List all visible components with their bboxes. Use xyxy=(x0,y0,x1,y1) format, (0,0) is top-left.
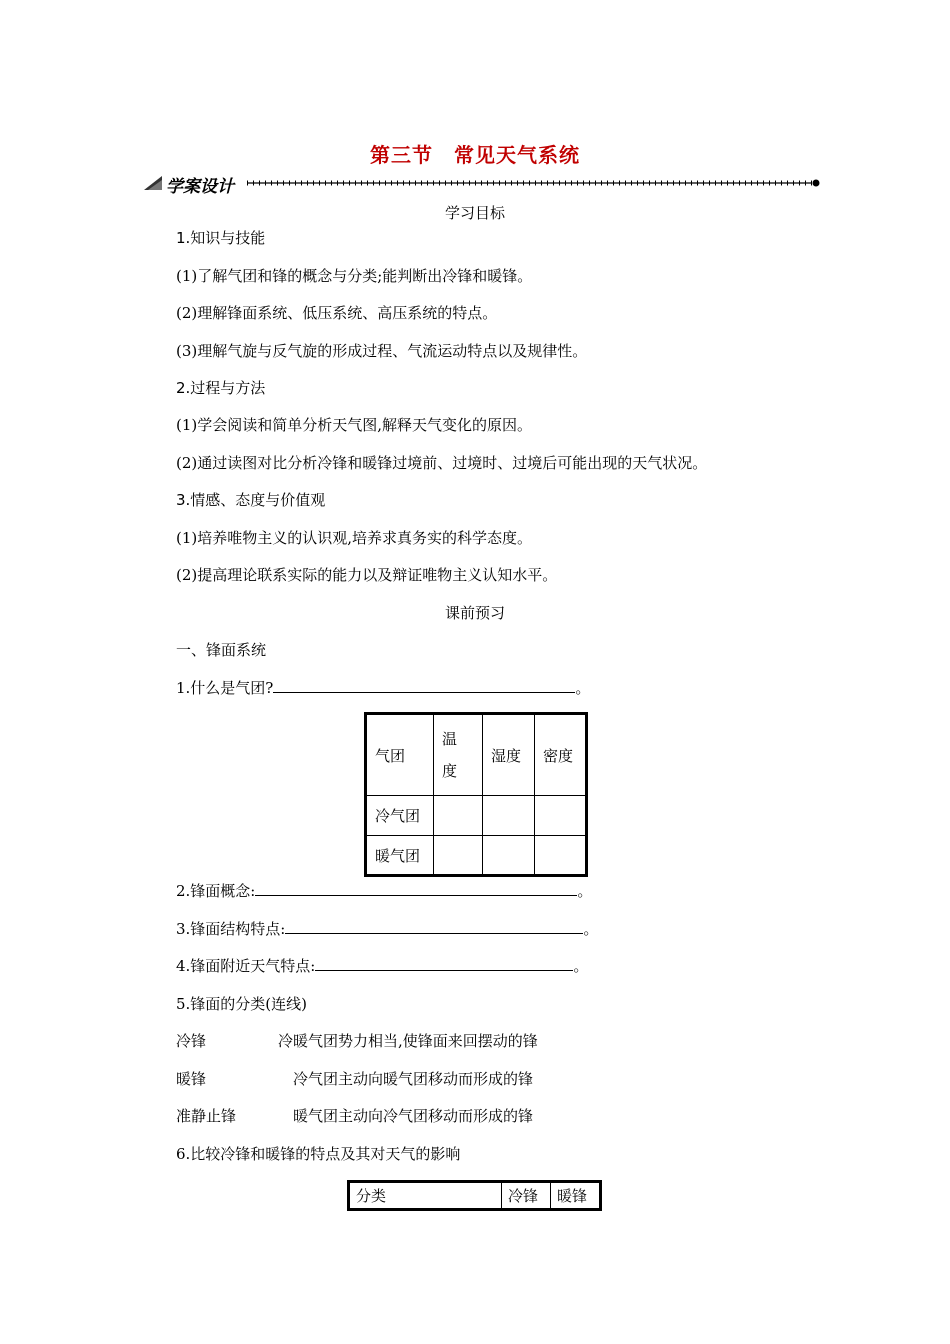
goals-heading: 学习目标 xyxy=(444,204,505,222)
match-right-item[interactable]: 暖气团主动向冷气团移动而形成的锋 xyxy=(293,1107,534,1125)
period: 。 xyxy=(575,679,591,697)
table-cell[interactable] xyxy=(535,836,587,876)
match-left-item[interactable]: 准静止锋 xyxy=(176,1107,237,1125)
match-left-item[interactable]: 冷锋 xyxy=(176,1032,207,1050)
part1-heading: 一、锋面系统 xyxy=(176,641,267,659)
goal-line: 1.知识与技能 xyxy=(176,229,266,247)
table-cell[interactable] xyxy=(535,796,587,836)
table-header: 分类 xyxy=(349,1182,502,1210)
banner xyxy=(142,171,822,195)
period: 。 xyxy=(577,882,593,900)
table-cell[interactable] xyxy=(434,796,483,836)
question-3 xyxy=(176,919,598,939)
period: 。 xyxy=(583,920,599,938)
page-title: 第三节 常见天气系统 xyxy=(370,143,580,167)
goal-line: (1)培养唯物主义的认识观,培养求真务实的科学态度。 xyxy=(176,529,533,547)
match-right-item[interactable]: 冷暖气团势力相当,使锋面来回摆动的锋 xyxy=(278,1032,538,1050)
question-3-label: 3.锋面结构特点: xyxy=(176,920,286,938)
airmass-table xyxy=(364,712,588,877)
question-4 xyxy=(176,956,588,976)
answer-blank[interactable] xyxy=(285,919,583,934)
compare-table xyxy=(347,1180,602,1211)
table-cell[interactable] xyxy=(483,836,535,876)
goal-line: (2)通过读图对比分析冷锋和暖锋过境前、过境时、过境后可能出现的天气状况。 xyxy=(176,454,708,472)
goal-line: (1)学会阅读和简单分析天气图,解释天气变化的原因。 xyxy=(176,416,533,434)
goal-line: (2)提高理论联系实际的能力以及辩证唯物主义认知水平。 xyxy=(176,566,558,584)
goal-line: (2)理解锋面系统、低压系统、高压系统的特点。 xyxy=(176,304,498,322)
table-header: 暖锋 xyxy=(551,1182,601,1210)
pencil-icon xyxy=(142,175,164,191)
question-6: 6.比较冷锋和暖锋的特点及其对天气的影响 xyxy=(176,1145,461,1163)
question-2-label: 2.锋面概念: xyxy=(176,882,256,900)
question-1 xyxy=(176,678,590,698)
table-cell[interactable] xyxy=(434,836,483,876)
table-header: 冷锋 xyxy=(502,1182,551,1210)
match-left-item[interactable]: 暖锋 xyxy=(176,1070,207,1088)
table-header: 温 度 xyxy=(434,714,483,796)
answer-blank[interactable] xyxy=(255,881,577,896)
question-1-label: 1.什么是气团? xyxy=(176,679,274,697)
answer-blank[interactable] xyxy=(273,678,575,693)
dotted-rule xyxy=(247,176,822,190)
table-header: 湿度 xyxy=(483,714,535,796)
goal-line: 2.过程与方法 xyxy=(176,379,266,397)
period: 。 xyxy=(573,957,589,975)
goal-line: (1)了解气团和锋的概念与分类;能判断出冷锋和暖锋。 xyxy=(176,267,533,285)
table-row-label: 冷气团 xyxy=(366,796,434,836)
table-header: 密度 xyxy=(535,714,587,796)
table-header: 气团 xyxy=(366,714,434,796)
goal-line: 3.情感、态度与价值观 xyxy=(176,491,326,509)
banner-label: 学案设计 xyxy=(166,177,234,197)
question-2 xyxy=(176,881,592,901)
match-right-item[interactable]: 冷气团主动向暖气团移动而形成的锋 xyxy=(293,1070,534,1088)
answer-blank[interactable] xyxy=(315,956,573,971)
preview-heading: 课前预习 xyxy=(444,604,505,622)
question-4-label: 4.锋面附近天气特点: xyxy=(176,957,316,975)
table-cell[interactable] xyxy=(483,796,535,836)
table-row-label: 暖气团 xyxy=(366,836,434,876)
question-5: 5.锋面的分类(连线) xyxy=(176,995,308,1013)
goal-line: (3)理解气旋与反气旋的形成过程、气流运动特点以及规律性。 xyxy=(176,342,588,360)
